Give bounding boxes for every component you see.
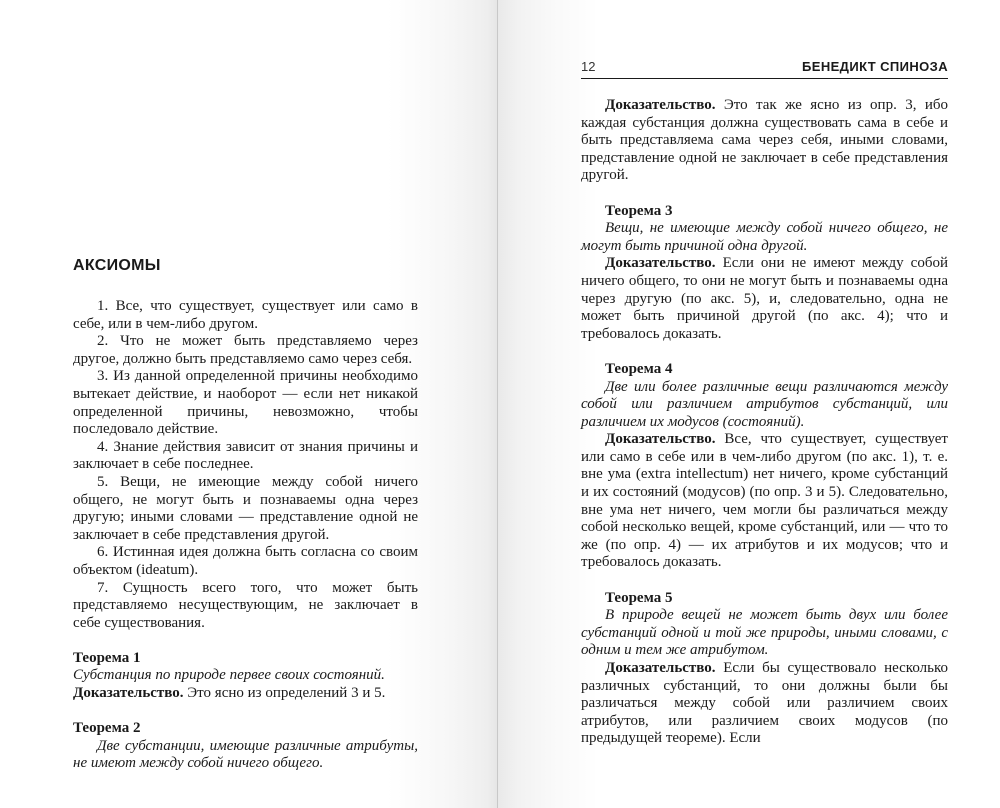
section-title-axioms: АКСИОМЫ — [73, 257, 161, 274]
theorem-2-statement: Две субстанции, имеющие различные атрибуты, не имеют между собой ничего общего. — [73, 737, 418, 772]
theorem-5-title: Теорема 5 — [605, 589, 673, 606]
page-number: 12 — [581, 59, 596, 74]
left-page-text — [73, 256, 418, 773]
theorem-4-title: Теорема 4 — [605, 360, 673, 377]
axiom-7: 7. Сущность всего того, что может быть представляемо несуществующим, не заключает в себе существования. — [73, 579, 418, 631]
theorem-1-proof — [73, 685, 418, 703]
running-header — [581, 58, 948, 79]
theorem-2-title: Теорема 2 — [73, 720, 141, 737]
theorem-5-proof — [581, 660, 948, 748]
proof-label: Доказательство. — [605, 255, 716, 272]
spacer — [73, 632, 418, 650]
proof-text: Все, что существует, существует или само в себе или в чем-либо другом (по акс. 1), т. е. вне ума (extra intellectum) нет ничего, кроме субстанций и их состояний (модусов) (по опр. 3 и 5). Следовательно, вне ума нет ничего, чем могли бы различаться между собой несколько вещей, кроме субстанций, или — что то же (по опр. 4) — их атрибутов и их модусов; что и требовалось доказать. — [581, 431, 948, 571]
theorem-1-statement: Субстанция по природе первее своих состояний. — [73, 667, 385, 684]
proof-label: Доказательство. — [73, 685, 184, 702]
proof-text: Это так же ясно из опр. 3, ибо каждая субстанция должна существовать сама в себе и быть представляема сама через себя, иными словами, представление одной не заключает в себе представления другой. — [581, 97, 948, 184]
axiom-2: 2. Что не может быть представляемо через другое, должно быть представляемо само через себя. — [73, 333, 418, 367]
theorem-1-title: Теорема 1 — [73, 649, 141, 666]
proof-text: Это ясно из определений 3 и 5. — [183, 685, 386, 702]
axiom-6: 6. Истинная идея должна быть согласна со своим объектом (ideatum). — [73, 544, 418, 578]
proof-text: Если бы существовало несколько различных субстанций, то они должны были бы различаться между собой или различием своих атрибутов, или различием своих модусов (по предыдущей теореме). Если — [581, 660, 948, 747]
right-page-text — [581, 97, 948, 748]
spacer — [581, 185, 948, 203]
theorem-2-proof — [581, 97, 948, 185]
spacer — [581, 572, 948, 590]
theorem-4-proof — [581, 431, 948, 572]
spacer — [73, 703, 418, 721]
axiom-3: 3. Из данной определенной причины необходимо вытекает действие, и наоборот — если нет никакой определенной причины, невозможно, чтобы последовало действие. — [73, 368, 418, 438]
proof-text: Если они не имеют между собой ничего общего, то они не могут быть и познаваемы одна через другую (по акс. 5), и, следовательно, одна не может быть причиной другой (по акс. 4); что и требовалось доказать. — [581, 255, 948, 342]
proof-label: Доказательство. — [605, 431, 716, 448]
theorem-3-statement: Вещи, не имеющие между собой ничего общего, не могут быть причиной одна другой. — [581, 220, 948, 254]
axiom-4: 4. Знание действия зависит от знания причины и заключает в себе последнее. — [73, 438, 418, 473]
axiom-5: 5. Вещи, не имеющие между собой ничего общего, не могут быть и познаваемы одна через другую; иными словами — представление одной не заключает в себе представления другой. — [73, 473, 418, 543]
spacer — [581, 343, 948, 361]
theorem-5-statement: В природе вещей не может быть двух или более субстанций одной и той же природы, иными словами, с одним и тем же атрибутом. — [581, 607, 948, 659]
theorem-3-proof — [581, 255, 948, 343]
left-page — [0, 0, 497, 808]
theorem-3-title: Теорема 3 — [605, 202, 673, 219]
theorem-4-statement: Две или более различные вещи различаются между собой или различием атрибутов субстанций, или различием их модусов (состояний). — [581, 378, 948, 430]
axiom-1: 1. Все, что существует, существует или само в себе, или в чем-либо другом. — [73, 298, 418, 332]
proof-label: Доказательство. — [605, 660, 716, 676]
running-header-author: БЕНЕДИКТ СПИНОЗА — [802, 59, 948, 74]
proof-label: Доказательство. — [605, 97, 716, 113]
